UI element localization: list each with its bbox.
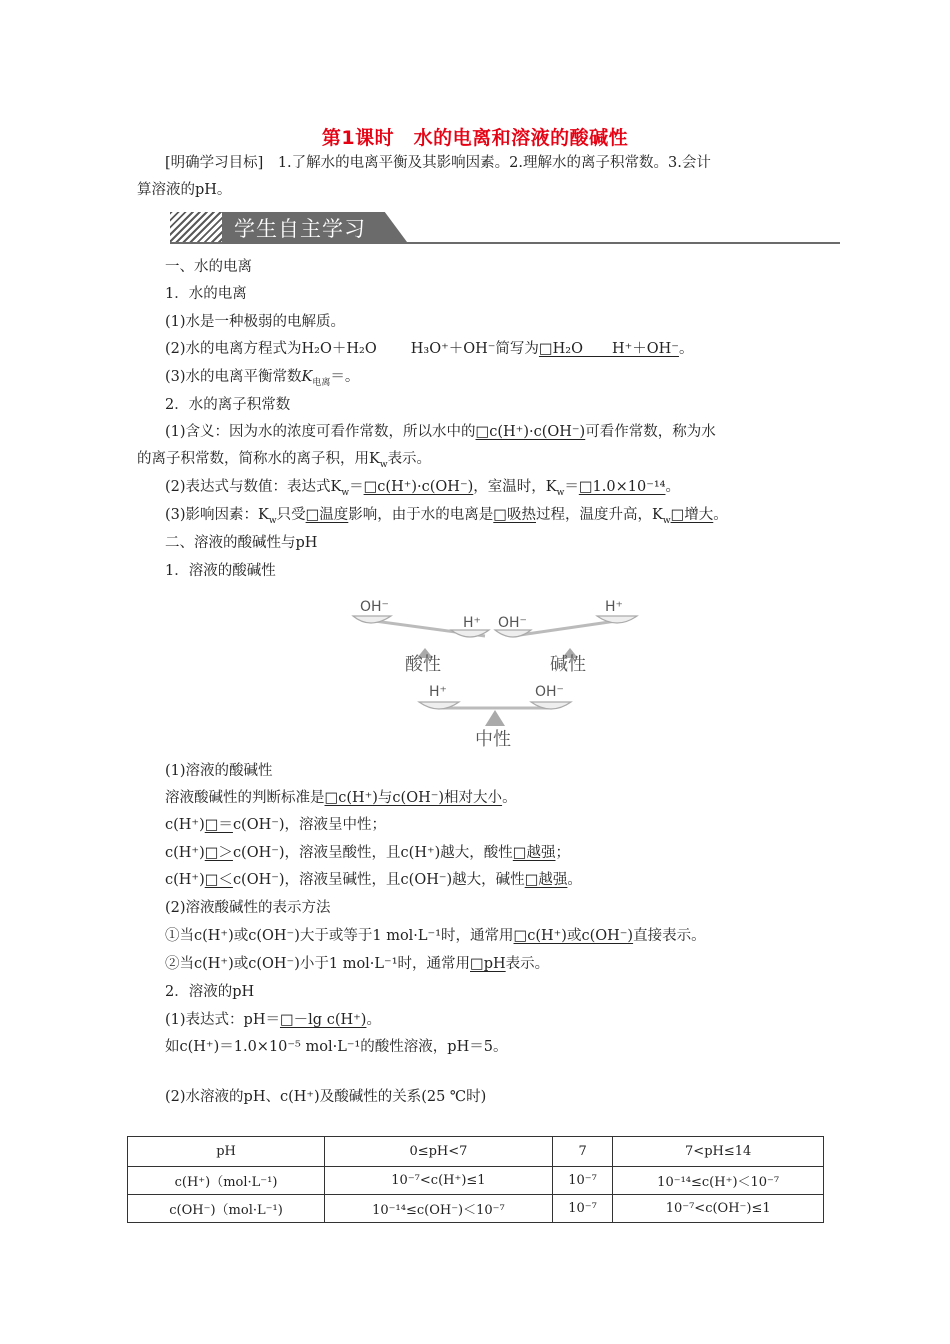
acid-balance — [353, 599, 489, 675]
objective-line-1: [明确学习目标] 1.了解水的电离平衡及其影响因素。2.理解水的离子积常数。3.会计 — [165, 155, 711, 171]
page-title: 第1课时 水的电离和溶液的酸碱性 — [321, 127, 629, 149]
representation-line-2: ②当c(H⁺)或c(OH⁻)小于1 mol·L⁻¹时，通常用□pH表示。 — [165, 956, 550, 972]
section-banner — [170, 212, 840, 246]
answer-blank: □越强 — [512, 845, 556, 861]
constant-line: (3)水的电离平衡常数$K_{电离}=$。 — [165, 369, 360, 388]
table-cell: c(H⁺)（mol·L⁻¹) — [128, 1167, 325, 1195]
neutral-line: c(H⁺)□＝c(OH⁻)，溶液呈中性； — [165, 817, 387, 833]
ph-relation-table — [127, 1136, 824, 1223]
base-left-ion: OH⁻ — [498, 615, 527, 631]
answer-blank: □c(H⁺)与c(OH⁻)相对大小 — [324, 790, 503, 806]
acid-left-ion: OH⁻ — [360, 599, 389, 615]
table-row — [128, 1167, 824, 1195]
acid-label: 酸性 — [405, 654, 441, 675]
base-balance — [495, 599, 637, 675]
representation-line-1: ①当c(H⁺)或c(OH⁻)大于或等于1 mol·L⁻¹时，通常用□c(H⁺)或c(OH⁻)直接表示。 — [165, 928, 706, 944]
answer-blank: □c(H⁺)或c(OH⁻) — [513, 928, 634, 944]
table-header-row — [128, 1137, 824, 1167]
banner-title: 学生自主学习 — [234, 217, 366, 241]
table-cell: 10⁻⁷<c(OH⁻)≤1 — [613, 1195, 824, 1223]
heading-water-ionization: 一、水的电离 — [165, 259, 252, 275]
answer-blank: □H₂O H⁺＋OH⁻ — [538, 341, 679, 357]
table-cell: 7 — [552, 1137, 613, 1167]
table-cell: pH — [128, 1137, 325, 1167]
answer-blank: □＝ — [204, 817, 233, 833]
base-right-ion: H⁺ — [605, 599, 623, 615]
neutral-balance — [419, 684, 571, 750]
heading-acidity-ph: 二、溶液的酸碱性与pH — [165, 535, 318, 551]
answer-blank: □c(H⁺)·c(OH⁻) — [363, 479, 474, 495]
definition-line-2: 的离子积常数，简称水的离子积，用$K_w$表示。 — [137, 451, 432, 470]
subheading-representation: (2)溶液酸碱性的表示方法 — [165, 900, 331, 916]
equation-line: (2)水的电离方程式为H₂O＋H₂O H₃O⁺＋OH⁻简写为□H₂O H⁺＋OH⁻。 — [165, 341, 694, 357]
subheading-acidity: (1)溶液的酸碱性 — [165, 763, 273, 779]
base-label: 碱性 — [550, 654, 586, 675]
banner-stripes — [170, 212, 222, 242]
table-cell: 7<pH≤14 — [613, 1137, 824, 1167]
ph-example-line: 如c(H⁺)＝1.0×10⁻⁵ mol·L⁻¹的酸性溶液，pH＝5。 — [165, 1039, 508, 1055]
neutral-label: 中性 — [475, 729, 511, 750]
answer-blank: □＞ — [204, 845, 233, 861]
answer-blank: □1.0×10⁻¹⁴ — [578, 479, 666, 495]
table-cell: c(OH⁻)（mol·L⁻¹) — [128, 1195, 325, 1223]
balance-diagram — [345, 590, 645, 755]
table-cell: 10⁻¹⁴≤c(H⁺)＜10⁻⁷ — [613, 1167, 824, 1195]
answer-blank: □pH — [470, 956, 506, 972]
answer-blank: □＜ — [204, 872, 233, 888]
table-cell: 10⁻⁷ — [552, 1195, 613, 1223]
subheading-ph: 2．溶液的pH — [165, 984, 255, 1000]
table-cell: 10⁻⁷<c(H⁺)≤1 — [325, 1167, 553, 1195]
neutral-right-ion: OH⁻ — [535, 684, 564, 700]
answer-blank: □吸热 — [493, 507, 536, 523]
answer-blank: □增大 — [670, 507, 714, 523]
acid-right-ion: H⁺ — [463, 615, 481, 631]
acidic-line: c(H⁺)□＞c(OH⁻)，溶液呈酸性，且c(H⁺)越大，酸性□越强； — [165, 845, 570, 861]
subheading-2: 2．水的离子积常数 — [165, 397, 291, 413]
banner-rule — [170, 242, 840, 244]
answer-blank: □c(H⁺)·c(OH⁻) — [475, 424, 586, 440]
table-cell: 10⁻¹⁴≤c(OH⁻)＜10⁻⁷ — [325, 1195, 553, 1223]
ph-expression-line: (1)表达式：pH＝□－lg c(H⁺)。 — [165, 1012, 381, 1028]
table-cell: 0≤pH<7 — [325, 1137, 553, 1167]
basic-line: c(H⁺)□＜c(OH⁻)，溶液呈碱性，且c(OH⁻)越大，碱性□越强。 — [165, 872, 582, 888]
answer-blank: □温度 — [305, 507, 349, 523]
criterion-line: 溶液酸碱性的判断标准是□c(H⁺)与c(OH⁻)相对大小。 — [165, 790, 517, 806]
relation-heading: (2)水溶液的pH、c(H⁺)及酸碱性的关系(25 ℃时) — [165, 1089, 487, 1105]
subheading-3: 1．溶液的酸碱性 — [165, 563, 276, 579]
objective-line-2: 算溶液的pH。 — [137, 182, 232, 198]
table-row — [128, 1195, 824, 1223]
neutral-left-ion: H⁺ — [429, 684, 447, 700]
factor-line: (3)影响因素：$K_w$只受□温度影响，由于水的电离是□吸热过程，温度升高，$K_w□$增大。 — [165, 507, 728, 526]
answer-blank: □越强 — [524, 872, 568, 888]
expression-line: (2)表达式与数值：表达式$K_w=□c(H^+)\cdot c(OH^-)$，室温时，$K_w=□1.0\times 10^{-14}$。 — [165, 479, 680, 498]
text-line: (1)水是一种极弱的电解质。 — [165, 314, 346, 330]
table-cell: 10⁻⁷ — [552, 1167, 613, 1195]
answer-blank: □－lg c(H⁺) — [279, 1012, 367, 1028]
definition-line-1: (1)含义：因为水的浓度可看作常数，所以水中的□c(H⁺)·c(OH⁻)可看作常数，称为水 — [165, 424, 716, 440]
subheading-1: 1．水的电离 — [165, 286, 247, 302]
